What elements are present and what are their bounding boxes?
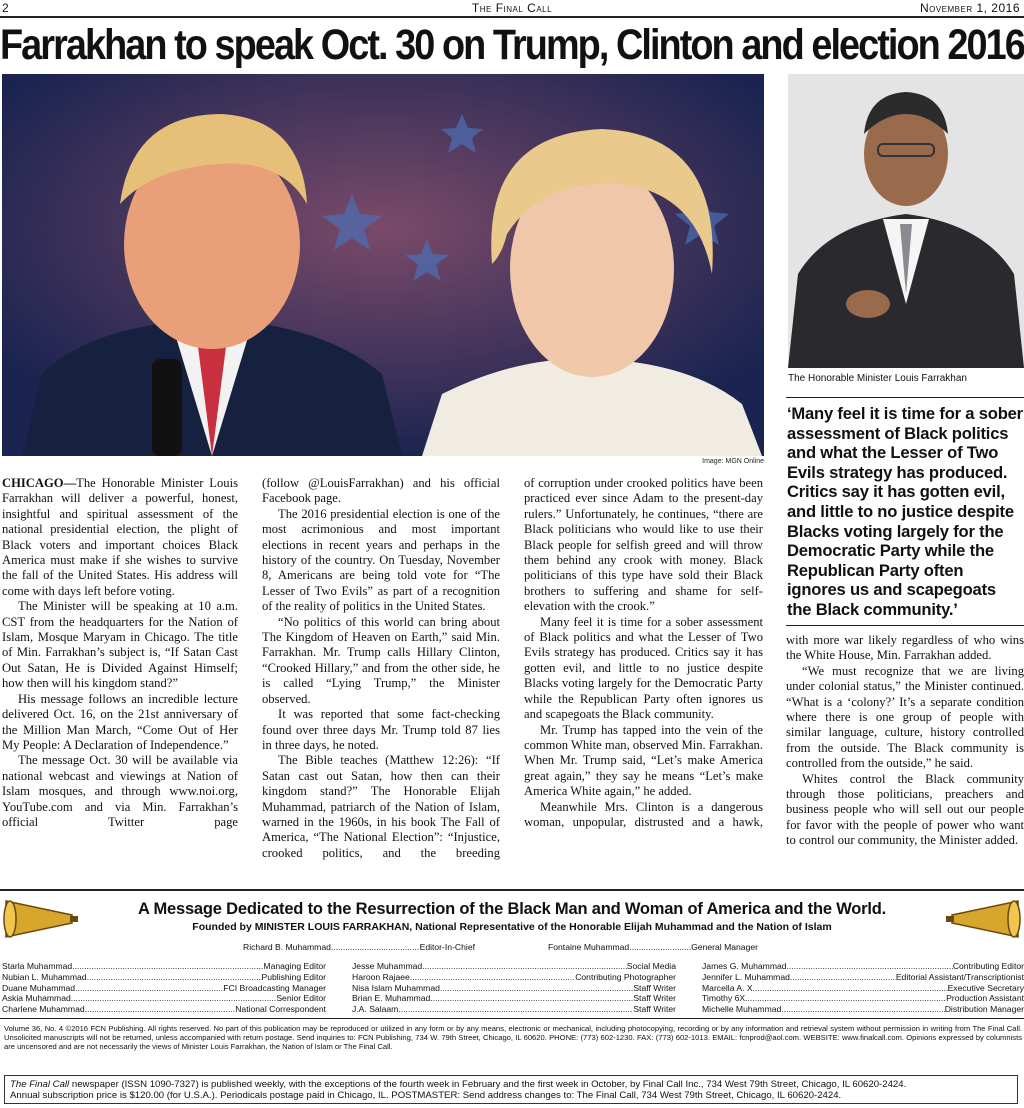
masthead-banner [0, 897, 1024, 941]
article-paragraph: Many feel it is time for a sober assessment of Black politics and what the Lesser of Two Evils strategy has produced. Critics say it has gotten evil, and little to no justice despite Blacks voting largely for the Democratic Party while the Republican Party often ignores us and scapegoats the Black community. [524, 614, 763, 722]
staff-entry: Fontaine Muhammad ..... General Manager [548, 942, 758, 952]
photo-credit: Image: MGN Online [702, 458, 764, 465]
paper-name: The Final Call [471, 1, 553, 15]
dateline: CHICAGO— [2, 476, 77, 490]
article-paragraph: with more war likely regardless of who wins the White House, Min. Farrakhan added. [786, 633, 1024, 663]
page-number: 2 [2, 1, 9, 15]
staff-list-3 [702, 961, 1024, 1015]
article-paragraph: The Bible teaches (Matthew 12:26): “If Satan cast out Satan, how then can their kingdom stand?” The Honorable Elijah Muhammad, patriarch of the Nation of Islam, warned in the 1960s, in his book The Fall of America, “The National Election”: “Injustice, crooked politics, and the breeding [262, 753, 500, 860]
article-paragraph: It was reported that some fact-checking found over three days Mr. Trump told 87 lies in three days, he noted. [262, 707, 500, 752]
legal-notice: Volume 36, No. 4 ©2016 FCN Publishing. All rights reserved. No part of this publication may be reproduced or utilized in any form or by any means, electronic or mechanical, including photocopying, recording or by any information and retrieval system without permission in writing from The Final Call. Unsolicited manuscripts will not be returned, unless accompanied with return postage. Send inquiries to: FCN Publishing, 734 W. 79th Street, Chicago, IL 60620. PHONE: (773) 602-1230. FAX: (773) 602-1013. EMAIL: fcnprod@aol.com. WEBSITE: www.finalcall.com. Opinions expressed by columnists are uncensored and are not necessarily the views of Minister Louis Farrakhan, the Nation of Islam or The Final Call. [4, 1024, 1022, 1052]
masthead-rule [0, 889, 1024, 891]
side-photo-caption: The Honorable Minister Louis Farrakhan [788, 373, 967, 384]
article-paragraph: Meanwhile Mrs. Clinton is a dangerous woman, unpopular, distrusted and a hawk, [524, 799, 763, 829]
staff-list-2 [352, 961, 676, 1015]
masthead-founded: Founded by MINISTER LOUIS FARRAKHAN, National Representative of the Honorable Elijah Muhammad and the Nation of Islam [192, 921, 832, 933]
header-rule [0, 16, 1024, 18]
pull-quote-rule-bottom [786, 625, 1024, 626]
staff-entry: Starla Muhammad ..... Managing Editor [2, 961, 326, 972]
article-column-4 [786, 633, 1024, 849]
article-paragraph: The message Oct. 30 will be available via national webcast and viewings at Nation of Islam mosques, and through www.noi.org, YouTube.com and via Min. Farrakhan’s official Twitter page [2, 753, 238, 829]
main-photo [2, 74, 764, 456]
article-paragraph: of corruption under crooked politics have been practiced ever since Adam to the present-day rulers.” Unfortunately, he continues, “there are Black politicians who would like to use their Black people for selfish greed and will throw them behind any crook with money. Black politicians of this type have sold their Black brothers to suffering and shame for self-elevation with the crook.” [524, 476, 763, 614]
issue-date: November 1, 2016 [919, 1, 1020, 15]
staff-entry: Charlene Muhammad ..... National Correspondent [2, 1004, 326, 1015]
staff-entry: Michelle Muhammad ..... Distribution Manager [702, 1004, 1024, 1015]
staff-entry: Timothy 6X ..... Production Assistant [702, 993, 1024, 1004]
masthead-tagline: A Message Dedicated to the Resurrection of the Black Man and Woman of America and the World. [137, 900, 887, 918]
article-paragraph: CHICAGO—The Honorable Minister Louis Farrakhan will deliver a powerful, honest, insightful and spiritual assessment of the national presidential election, the plight of Black voters and important choices Black America must make if she wishes to survive the fall of the United States. His address will come with days left before voting. [2, 476, 238, 598]
main-photo-illustration [2, 74, 764, 456]
pull-quote: ‘Many feel it is time for a sober assessment of Black politics and what the Lesser of Two Evils strategy has produced. Critics say it has gotten evil, and little to no justice despite Blacks voting largely for the Democratic Party while the Republican Party often ignores us and scapegoats the Black community.’ [787, 404, 1023, 619]
article-column-2 [262, 476, 500, 861]
staff-entry: Brian E. Muhammad ..... Staff Writer [352, 993, 676, 1004]
article-paragraph: “We must recognize that we are living under colonial status,” the Minister continued. “What is a ‘colony?’ It’s a separate condition where there is one group of people with similar language, culture, history controlled from the outside. The Black community is controlled from the outside,” he said. [786, 663, 1024, 771]
staff-entry: James G. Muhammad ..... Contributing Editor [702, 961, 1024, 972]
staff-entry: J.A. Salaam ..... Staff Writer [352, 1004, 676, 1015]
staff-entry: Nisa Islam Muhammad ..... Staff Writer [352, 983, 676, 994]
staff-list-1 [2, 961, 326, 1015]
article-paragraph: “No politics of this world can bring about The Kingdom of Heaven on Earth,” said Min. Farrakhan. Mr. Trump calls Hillary Clinton, “Crooked Hillary,” and from the other side, he is called “Lying Trump,” the Minister observed. [262, 614, 500, 706]
article-paragraph: The Minister will be speaking at 10 a.m. CST from the headquarters for the Nation of Islam, Mosque Maryam in Chicago. The title of Min. Farrakhan’s subject is, “If Satan Cast Out Satan, He is Divided Against Himself; how then will his kingdom stand?” [2, 599, 238, 691]
staff-entry: Nubian L. Muhammad ..... Publishing Editor [2, 972, 326, 983]
staff-entry: Haroon Rajaee ..... Contributing Photographer [352, 972, 676, 983]
headline: Farrakhan to speak Oct. 30 on Trump, Clinton and election 2016 [0, 21, 1024, 69]
staff-entry: Richard B. Muhammad ..... Editor-In-Chief [243, 942, 475, 952]
publication-line-1: The Final Call newspaper (ISSN 1090-7327) is published weekly, with the exceptions of the fourth week in February and the first week in October, by Final Call Inc., 734 West 79th Street, Chicago, IL 60620-2424. [10, 1079, 907, 1090]
staff-entry: Jesse Muhammad ..... Social Media [352, 961, 676, 972]
publication-line-2: Annual subscription price is $120.00 (for U.S.A.). Periodicals postage paid in Chicago, IL. POSTMASTER: Send address changes to: The Final Call, 734 West 79th Street, Chicago, IL 60620-2424. [10, 1090, 842, 1102]
article-paragraph: Mr. Trump has tapped into the vein of the common White man, observed Min. Farrakhan. When Mr. Trump said, “Let’s make America great again,” they say he means “Let’s make America White again,” he added. [524, 722, 763, 799]
article-paragraph: The 2016 presidential election is one of the most acrimonious and most important elections in recent years and perhaps in the history of the country. On Tuesday, November 8, Americans are being told vote for “The Lesser of Two Evils” as part of a recognition of the reality of politics in the United States. [262, 506, 500, 614]
article-column-1 [2, 476, 238, 830]
side-photo [788, 74, 1024, 368]
page-header [0, 0, 1024, 16]
side-photo-illustration [788, 74, 1024, 368]
article-paragraph: (follow @LouisFarrakhan) and his official Facebook page. [262, 476, 500, 506]
article-paragraph: Whites control the Black community through those politicians, preachers and business people who will sell out our people for favor with the people of power who want to control our community, the Minister added. [786, 771, 1024, 848]
staff-entry: Marcella A. X ..... Executive Secretary [702, 983, 1024, 994]
article-column-3 [524, 476, 763, 830]
publication-info [4, 1075, 1018, 1104]
pull-quote-rule-top [786, 397, 1024, 398]
staff-entry: Jennifer L. Muhammad ..... Editorial Assistant/Transcriptionist [702, 972, 1024, 983]
staff-entry: Askia Muhammad ..... Senior Editor [2, 993, 326, 1004]
article-paragraph: His message follows an incredible lecture delivered Oct. 16, on the 21st anniversary of the Million Man March, “Come Out of Her My People: A Declaration of Independence.” [2, 691, 238, 752]
legal-rule [0, 1018, 1024, 1019]
staff-entry: Duane Muhammad ..... FCI Broadcasting Manager [2, 983, 326, 994]
